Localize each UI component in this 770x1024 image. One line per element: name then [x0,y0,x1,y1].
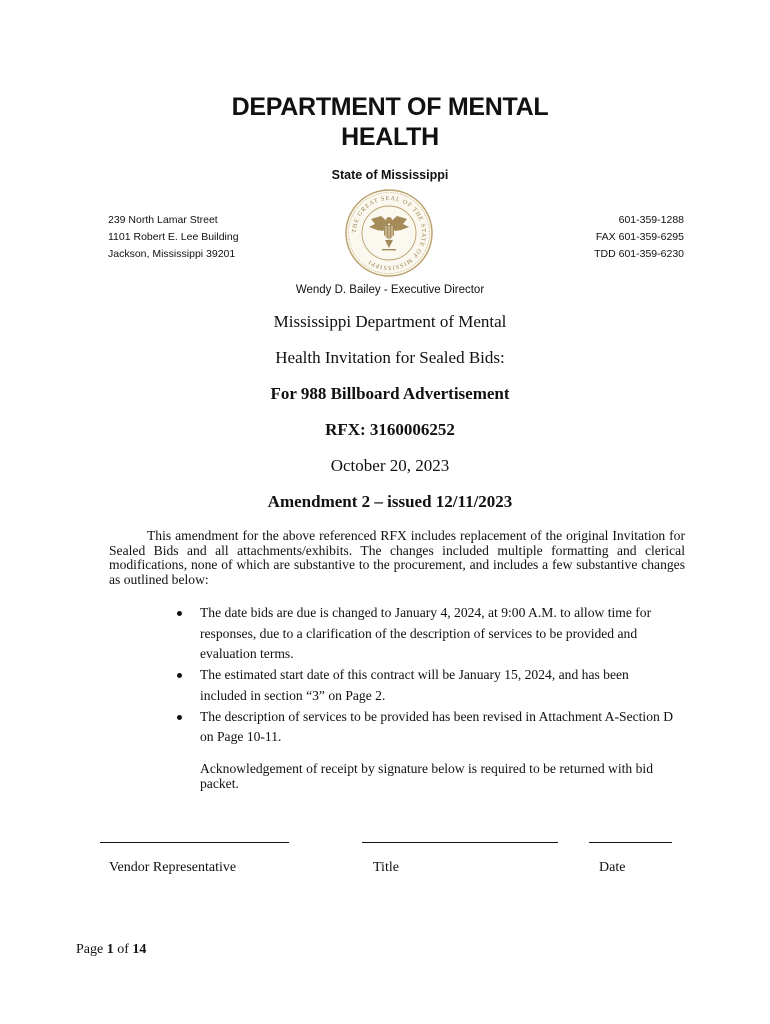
title-signature-line[interactable] [362,842,558,843]
page-number [76,942,146,958]
rfx-number: RFX: 3160006252 [325,420,455,439]
title-line-2: Health Invitation for Sealed Bids: [275,348,505,367]
list-item: The description of services to be provided has been revised in Attachment A-Section D on Page 10-11. [176,707,676,748]
department-title [0,92,770,152]
changes-list [176,603,676,748]
vendor-representative-label: Vendor Representative [109,860,237,875]
amendment-heading: Amendment 2 – issued 12/11/2023 [267,492,513,511]
title-label: Title [373,860,399,875]
issue-date: October 20, 2023 [330,456,450,475]
date-label: Date [599,860,626,875]
address-line-3: Jackson, Mississippi 39201 [108,248,236,260]
total-pages: 14 [132,942,147,957]
vendor-signature-line[interactable] [100,842,289,843]
date-signature-line[interactable] [589,842,672,843]
list-item: The date bids are due is changed to January 4, 2024, at 9:00 A.M. to allow time for responses, due to a clarification of the description of services to be provided and evaluation terms. [176,603,676,665]
page-prefix: Page [76,942,104,957]
list-item: The estimated start date of this contract will be January 15, 2024, and has been included in section “3” on Page 2. [176,665,676,706]
current-page: 1 [106,942,114,957]
state-name: State of Mississippi [331,168,449,182]
fax-number: FAX 601-359-6295 [595,231,684,243]
department-title-line2: HEALTH [341,123,439,151]
tdd-number: TDD 601-359-6230 [594,248,684,260]
executive-director: Wendy D. Bailey - Executive Director [295,284,485,296]
state-seal-icon [344,188,434,278]
seal-text: THE GREAT SEAL OF THE STATE OF MISSISSIPPI [350,194,428,272]
page-of: of [117,942,129,957]
acknowledgement-text: Acknowledgement of receipt by signature below is required to be returned with bid packet. [200,761,653,791]
address-line-1: 239 North Lamar Street [108,214,218,226]
address-line-2: 1101 Robert E. Lee Building [108,231,239,243]
title-line-1: Mississippi Department of Mental [273,312,507,331]
intro-paragraph: This amendment for the above referenced RFX includes replacement of the original Invitation for Sealed Bids and all attachments/exhibits. The changes included multiple formatting and clerical modifications, none of which are substantive to the procurement, and includes a few substantive changes as outlined below: [109,528,685,587]
street-address [108,212,239,263]
department-title-line1: DEPARTMENT OF MENTAL [231,93,549,121]
contact-numbers [594,212,684,263]
title-line-3: For 988 Billboard Advertisement [270,384,510,403]
phone-number: 601-359-1288 [618,214,684,226]
